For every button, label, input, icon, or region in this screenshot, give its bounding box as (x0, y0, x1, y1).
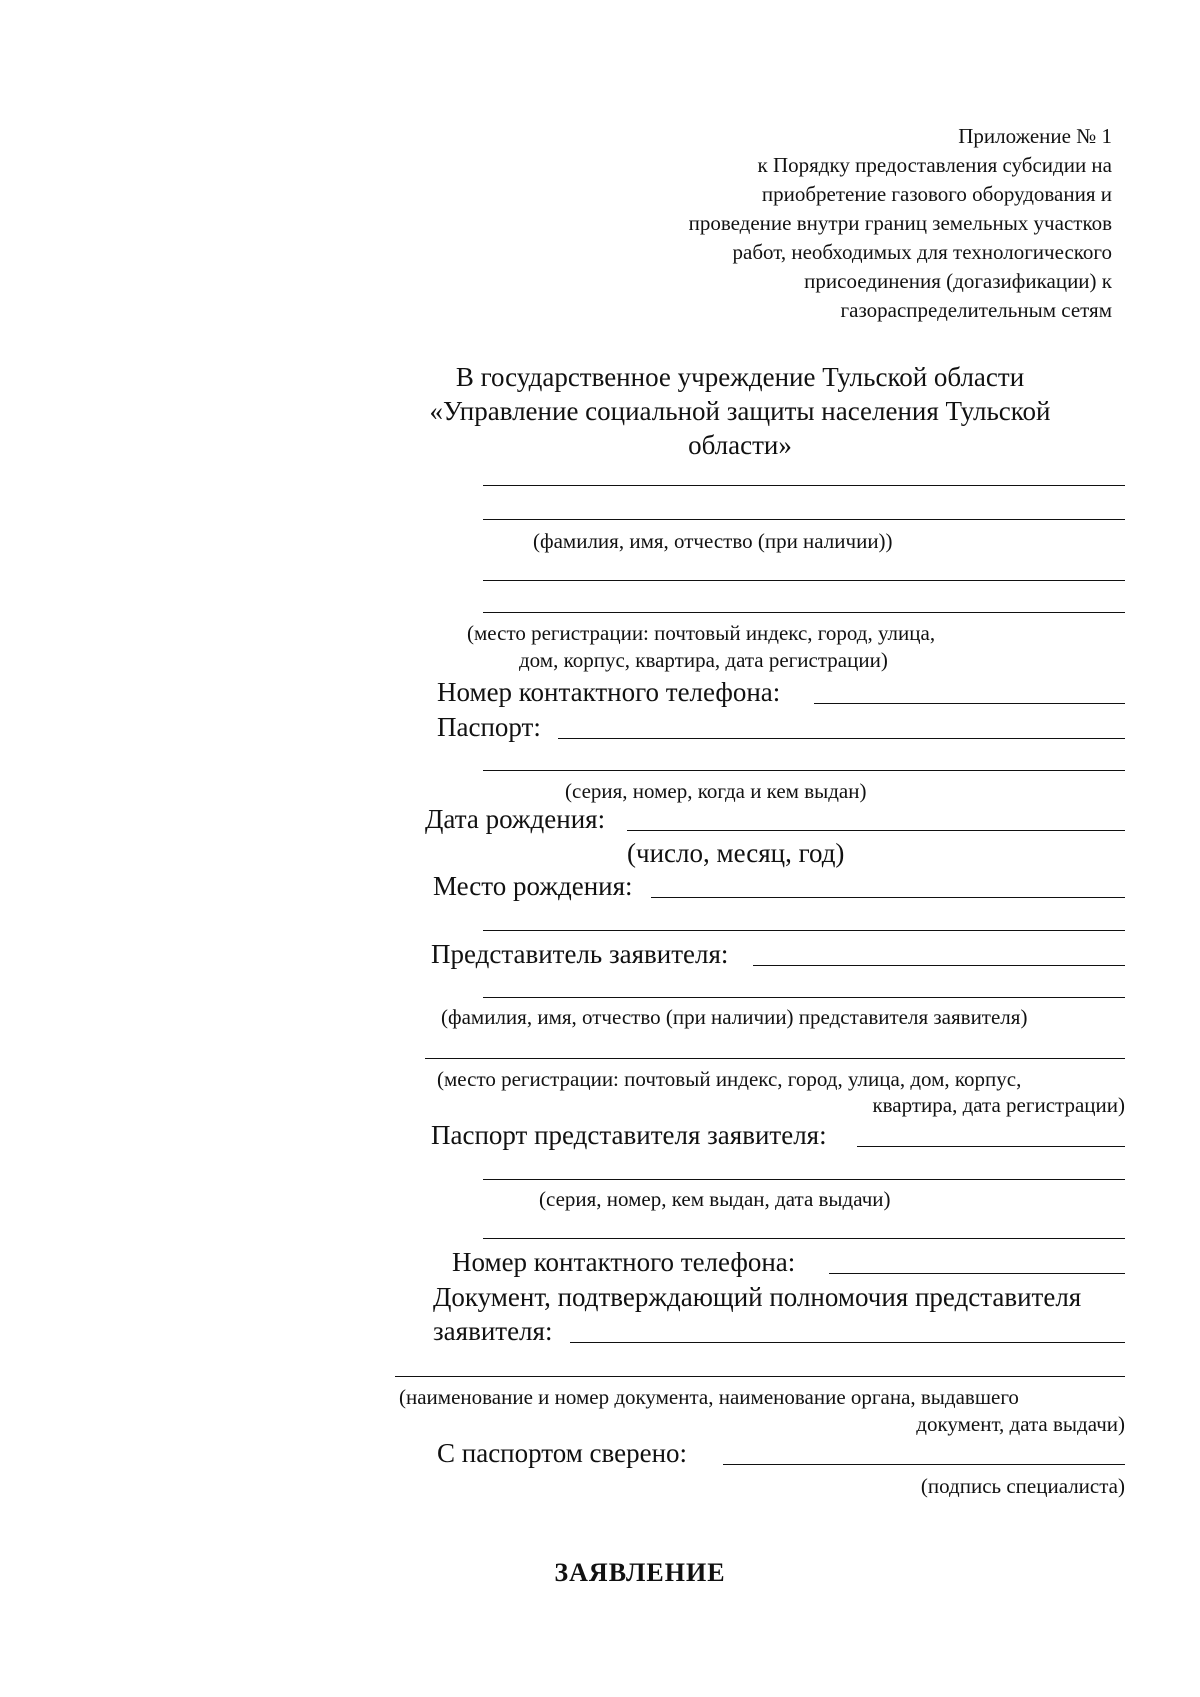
representative-fio-field[interactable] (753, 965, 1125, 966)
applicant-passport-field[interactable] (558, 738, 1125, 739)
applicant-fio-caption: (фамилия, имя, отчество (при наличии)) (533, 529, 893, 553)
representative-label: Представитель заявителя: (431, 939, 729, 969)
appendix-line: проведение внутри границ земельных участков (688, 211, 1112, 235)
representative-passport-field[interactable] (483, 1179, 1125, 1180)
representative-registration-field[interactable] (425, 1058, 1125, 1059)
appendix-line: к Порядку предоставления субсидии на (757, 153, 1112, 177)
representative-authority-caption: (наименование и номер документа, наименование органа, выдавшего (399, 1385, 1019, 1409)
applicant-birthdate-label: Дата рождения: (425, 804, 606, 834)
addressee-line: В государственное учреждение Тульской области (455, 362, 1025, 392)
applicant-phone-field[interactable] (814, 703, 1125, 704)
applicant-registration-line[interactable] (483, 580, 1125, 581)
representative-fio-field[interactable] (483, 997, 1125, 998)
representative-phone-field[interactable] (829, 1273, 1125, 1274)
representative-registration-caption: (место регистрации: почтовый индекс, город, улица, дом, корпус, (437, 1067, 1022, 1091)
representative-passport-label: Паспорт представителя заявителя: (431, 1120, 827, 1150)
document-title: ЗАЯВЛЕНИЕ (554, 1558, 726, 1587)
applicant-birthplace-field[interactable] (483, 930, 1125, 931)
specialist-signature-field[interactable] (723, 1464, 1125, 1465)
appendix-header (552, 122, 1112, 325)
appendix-line: присоединения (догазификации) к (804, 269, 1112, 293)
applicant-birthplace-label: Место рождения: (433, 871, 633, 901)
representative-registration-caption: квартира, дата регистрации) (872, 1093, 1125, 1117)
representative-passport-caption: (серия, номер, кем выдан, дата выдачи) (539, 1187, 891, 1211)
representative-authority-field[interactable] (570, 1342, 1125, 1343)
appendix-line: приобретение газового оборудования и (761, 182, 1112, 206)
applicant-registration-line[interactable] (483, 612, 1125, 613)
applicant-fio-line[interactable] (483, 519, 1125, 520)
representative-authority-label: заявителя: (433, 1316, 553, 1346)
verified-label: С паспортом сверено: (437, 1438, 688, 1468)
representative-authority-caption: документ, дата выдачи) (916, 1412, 1125, 1436)
representative-passport-field[interactable] (857, 1146, 1125, 1147)
applicant-birthdate-caption: (число, месяц, год) (627, 838, 845, 868)
addressee-line: «Управление социальной защиты населения Тульской (429, 396, 1051, 426)
applicant-passport-caption: (серия, номер, когда и кем выдан) (565, 779, 867, 803)
applicant-birthplace-field[interactable] (651, 897, 1125, 898)
applicant-registration-caption: (место регистрации: почтовый индекс, город, улица, (467, 621, 936, 645)
representative-fio-caption: (фамилия, имя, отчество (при наличии) представителя заявителя) (441, 1005, 1028, 1029)
applicant-phone-label: Номер контактного телефона: (437, 677, 781, 707)
representative-phone-label: Номер контактного телефона: (452, 1247, 796, 1277)
applicant-fio-line[interactable] (483, 485, 1125, 486)
addressee-block (390, 360, 1090, 462)
representative-authority-label: Документ, подтверждающий полномочия представителя (433, 1282, 1082, 1312)
appendix-line: Приложение № 1 (958, 124, 1112, 148)
applicant-passport-label: Паспорт: (437, 712, 541, 742)
specialist-signature-caption: (подпись специалиста) (920, 1474, 1125, 1498)
representative-passport-field[interactable] (483, 1238, 1125, 1239)
addressee-line: области» (688, 430, 792, 460)
applicant-registration-caption: дом, корпус, квартира, дата регистрации) (519, 648, 888, 672)
applicant-birthdate-field[interactable] (627, 830, 1125, 831)
appendix-line: работ, необходимых для технологического (732, 240, 1112, 264)
representative-authority-field[interactable] (395, 1376, 1125, 1377)
applicant-passport-field[interactable] (483, 770, 1125, 771)
appendix-line: газораспределительным сетям (840, 298, 1112, 322)
